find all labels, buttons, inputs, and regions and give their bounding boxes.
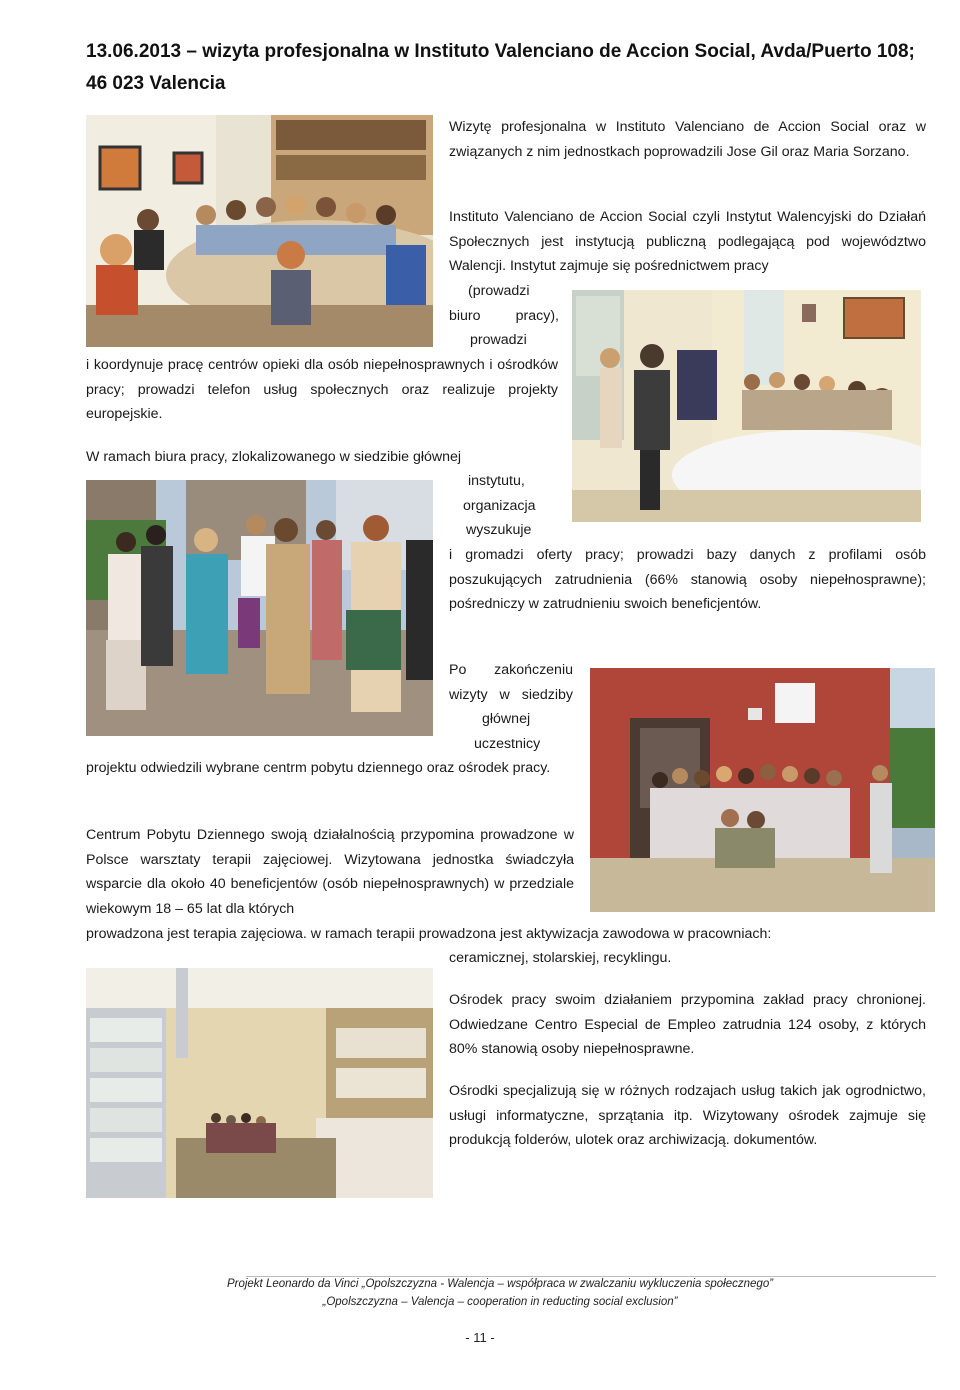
- paragraph-work-center-services: Ośrodki specjalizują się w różnych rodzajach usług takich jak ogrodnictwo, usługi informatyczne, sprzątania itp. Wizytowany ośrodek zajmuje się produkcją folderów, ulotek oraz archiwizacją. dokumentów.: [449, 1083, 926, 1149]
- paragraph-day-center-visit: projektu odwiedzili wybrane centrm pobytu dziennego oraz ośrodek pracy.: [86, 760, 551, 776]
- paragraph-employment-office-fragment: instytutu,: [468, 473, 525, 489]
- photo-warehouse: [86, 968, 433, 1198]
- paragraph-employment-office-fragment: wyszukuje: [466, 522, 532, 538]
- paragraph-workshops: ceramicznej, stolarskiej, recyklingu.: [449, 950, 672, 966]
- paragraph-institute-intro: Instituto Valenciano de Accion Social czyli Instytut Walencyjski do Działań Społecznych jest instytucją publiczną podlegającą pod województwo Walencji. Instytut zajmuje się pośrednictwem pracy: [449, 209, 926, 275]
- paragraph-visit-leaders: Wizytę profesjonalna w Instituto Valenciano de Accion Social oraz w związanych z nim jednostkach poprowadzili Jose Gil oraz Maria Sorzano.: [449, 119, 926, 160]
- paragraph-employment-office-intro: W ramach biura pracy, zlokalizowanego w siedzibie głównej: [86, 449, 462, 465]
- paragraph-day-center-visit-fragment: Po zakończeniu wizyty w siedziby: [449, 662, 573, 703]
- footer-project-polish: Projekt Leonardo da Vinci „Opolszczyzna - Walencja – współpraca w zwalczaniu wykluczenia społecznego”: [226, 1278, 774, 1290]
- page-title: 13.06.2013 – wizyta profesjonalna w Instituto Valenciano de Accion Social, Avda/Puerto 108; 46 023 Valencia: [86, 41, 915, 94]
- photo-street-group: [86, 480, 433, 736]
- footer-divider: [246, 1276, 936, 1277]
- page-number: - 11 -: [465, 1330, 495, 1345]
- paragraph-institute-fragment: biuro pracy),: [449, 308, 559, 324]
- photo-meeting-room: [86, 115, 433, 347]
- paragraph-employment-office-fragment: organizacja: [463, 498, 536, 514]
- photo-presentation-room: [572, 290, 921, 522]
- photo-building-entrance-group: [590, 668, 935, 912]
- paragraph-institute-fragment: (prowadzi: [468, 283, 530, 299]
- paragraph-work-center: Ośrodek pracy swoim działaniem przypomina zakład pracy chronionej. Odwiedzane Centro Especial de Empleo zatrudnia 124 osoby, z których 80% stanowią osoby niepełnosprawne.: [449, 992, 926, 1058]
- paragraph-day-center-visit-fragment: głównej: [482, 711, 531, 727]
- paragraph-employment-office-activities: i gromadzi oferty pracy; prowadzi bazy danych z profilami osób poszukujących zatrudnienia (66% stanowią osoby niepełnosprawne); pośredniczy w zatrudnieniu swoich beneficjentów.: [449, 547, 926, 613]
- paragraph-institute-fragment: prowadzi: [470, 332, 527, 348]
- paragraph-occupational-therapy: prowadzona jest terapia zajęciowa. w ramach terapii prowadzona jest aktywizacja zawodowa w pracowniach:: [86, 926, 772, 942]
- paragraph-day-center-description: Centrum Pobytu Dziennego swoją działalnością przypomina prowadzone w Polsce warsztaty terapii zajęciowej. Wizytowana jednostka świadczyła wsparcie dla około 40 beneficjentów (osób niepełnosprawnych) w przedziale wiekowym 18 – 65 lat dla których: [86, 827, 574, 917]
- paragraph-institute-activities: i koordynuje pracę centrów opieki dla osób niepełnosprawnych i ośrodków pracy; prowadzi telefon usług społecznych oraz realizuje projekty europejskie.: [86, 357, 558, 423]
- paragraph-day-center-visit-fragment: uczestnicy: [474, 736, 541, 752]
- footer-project-english: „Opolszczyzna – Valencja – cooperation in reducting social exclusion”: [322, 1296, 678, 1308]
